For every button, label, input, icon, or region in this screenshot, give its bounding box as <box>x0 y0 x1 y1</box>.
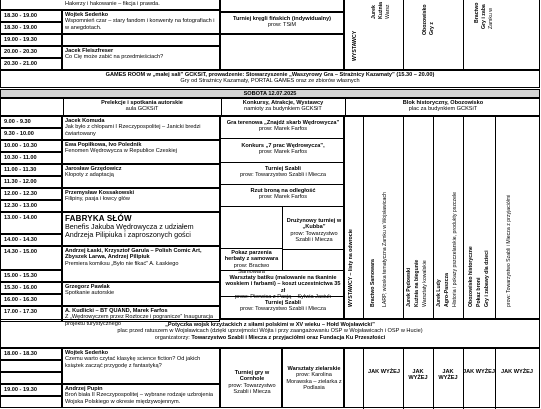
mid-cell <box>220 348 282 408</box>
event-host: prow: Towarzystwo Szabli i Miecza <box>239 172 326 179</box>
col1-header <box>63 100 221 113</box>
same-as-above: JAK WYŻEJ <box>408 369 428 382</box>
time-cell: 12.00 - 12.30 <box>0 188 62 200</box>
side-vertical-text: Agro-Paszcza <box>444 272 450 307</box>
divider <box>221 99 222 117</box>
mid-event <box>283 365 345 393</box>
time-cell: 14.30 - 15.00 <box>0 246 62 270</box>
event-title: Turniej Szabli <box>265 166 301 172</box>
mid-event <box>283 217 345 249</box>
talk-cell <box>62 246 220 282</box>
time-cell: 16.00 - 16.30 <box>0 294 62 306</box>
mid-event <box>221 185 345 207</box>
talk-title: Z „Wędrowyczem przez Roztocze i pogranicze” Inauguracja projektu turystycznego <box>65 314 213 327</box>
side-vertical-text: Obozowisko historyczne <box>468 246 474 307</box>
event-host: prow: Marek Farfos <box>258 149 308 156</box>
event-title: Warsztaty batiku (malowanie na tkaninie woskiem i farbami) – koszt uczestnictwa 35 zł <box>225 275 341 294</box>
time-cell: 18.00 - 18.30 <box>0 348 62 360</box>
jak-wyzej-block <box>344 348 540 408</box>
talk-cell <box>62 46 220 70</box>
col1-title: Prelekcje i spotkania autorskie <box>101 100 183 106</box>
events-column <box>220 116 344 319</box>
column-headers <box>0 98 540 116</box>
time-cell: 11.00 - 11.30 <box>0 164 62 176</box>
historical-block <box>344 116 540 319</box>
friday-row <box>0 0 220 10</box>
time-cell: 14.00 - 14.30 <box>0 234 62 246</box>
time-cell: 9.00 - 9.30 <box>0 116 62 128</box>
games-room-title: GAMES ROOM w „małej sali” GCKSiT, prowadzenie: Stowarzyszenie „Waszyrowy Gra – Strażnicy Kazamaty” (15.30 – 20.00) <box>105 72 435 78</box>
speaker-name: Andrzej Pupin <box>65 386 103 392</box>
divider <box>463 0 464 71</box>
same-as-above: JAK WYŻEJ <box>463 369 496 375</box>
empty-cell <box>62 34 220 46</box>
speaker-name: Jacek Fleiszfreser <box>65 48 114 54</box>
time-cell: 12.30 - 13.00 <box>0 200 62 212</box>
mid-event <box>220 12 344 34</box>
col3-header <box>345 100 541 113</box>
divider <box>363 117 364 320</box>
mid-event <box>221 119 345 139</box>
side-text: Zamku w <box>488 7 494 29</box>
talk-title: Fenomen Wędrowycza w Republice Czeskiej <box>65 148 177 155</box>
event-title: Turniej kręgli fińskich (indywidualny) <box>232 16 332 22</box>
talk-cell <box>62 140 220 164</box>
speaker-name: Wojtek Sedeńko <box>65 12 109 18</box>
mid-event <box>221 271 345 301</box>
event-host: prow: Karolina Morawska – zielarka z Podlasia <box>286 372 342 392</box>
talk-title: Kłopoty z adaptacją <box>65 172 114 179</box>
speaker-name: Przemysław Kossakowski <box>65 190 135 196</box>
time-cell <box>0 396 62 408</box>
divider <box>495 117 496 320</box>
talk-cell <box>62 384 220 408</box>
side-text: Gry i zaba <box>481 4 487 29</box>
same-as-above: JAK WYŻEJ <box>500 369 533 375</box>
event-title: Pokaz parzenia herbaty z samowara <box>224 250 279 263</box>
time-cell: 20.30 - 21.00 <box>0 58 62 70</box>
event-host: prow: Towarzystwo Szabli i Miecza <box>290 230 338 244</box>
col3-title: Blok historyczny, Obozowisko <box>402 100 484 106</box>
divider <box>345 99 346 117</box>
event-host: prow: Marek Farfos <box>258 126 308 133</box>
divider <box>463 117 464 320</box>
time-cell <box>0 360 62 372</box>
col2-title: Konkursy, Atrakcje, Wystawcy <box>242 100 324 106</box>
col3-sub: plac za budynkiem GCKSiT <box>408 106 478 113</box>
divider <box>433 117 434 320</box>
side-vertical-text: Warsztaty kowalskie <box>422 260 428 307</box>
mid-cell <box>282 348 344 408</box>
games-room-banner <box>0 70 540 88</box>
talk-title: Filipiny, pasja i łowcy głów <box>65 196 130 203</box>
friday-block <box>0 0 540 93</box>
empty-cell <box>221 207 283 249</box>
games-room-sub: Gry od Strażnicy Kazamaty, PORTAL GAMES oraz ze zbiorów własnych <box>180 78 360 85</box>
col2-sub: namioty za budynkiem GCKSiT <box>244 106 322 113</box>
day-header: SOBOTA 12.07.2025 <box>0 89 540 98</box>
side-vertical-text: LARP, wioska tematyczna Zamku w Wojsławicach <box>382 192 388 307</box>
talk-title: Spotkanie autorskie <box>65 290 115 297</box>
time-cell: 10.30 - 11.00 <box>0 152 62 164</box>
col1-sub: aula GCKSiT <box>125 106 159 113</box>
speaker-name: Jarosław Grzędowicz <box>65 166 122 172</box>
empty-cell <box>283 249 345 271</box>
time-cell: 15.00 - 15.30 <box>0 270 62 282</box>
speaker-name: Grzegorz Pawlak <box>65 284 110 290</box>
event-title: Turniej Szabli <box>265 300 301 306</box>
talk-title: Premiera komiksu „Było nie fikać” A. Łaskiego <box>65 260 179 267</box>
talk-title: Czemu warto czytać klasykę science fiction? Od jakich książek zacząć przygodę z fantastyką? <box>65 356 201 369</box>
time-cell: 18.30 - 19.00 <box>0 10 62 22</box>
same-as-above: JAK WYŻEJ <box>438 369 458 382</box>
event-title: Gra terenowa „Znajdź skarb Wędrowycza” <box>226 120 340 126</box>
mid-cell <box>220 0 344 12</box>
side-vertical-text: Historia i pokazy pszczelarskie, produkty pszczele <box>452 191 458 307</box>
side-vertical-text: Jurek Ludy <box>436 279 442 307</box>
mid-event <box>221 139 345 163</box>
time-cell: 15.30 - 16.00 <box>0 282 62 294</box>
talk-title: Benefis Jakuba Wędrowycza z udziałem Andrzeja Pilipiuka i zaproszonych gości <box>65 222 194 240</box>
side-block <box>344 0 540 70</box>
side-vertical-text: Jurek Pędowski <box>406 267 412 307</box>
talk-cell <box>62 164 220 188</box>
side-vertical-text: Bractwo Samowara <box>370 259 376 307</box>
time-cell: 19.00 - 19.30 <box>0 384 62 396</box>
speaker-name: Andrzej Łaski, Krzysztof Garula – Polish Comic Art, Zbyszek Larwa, Andrzej Pilipiuk <box>65 248 202 261</box>
side-vertical-text: prow: Towarzystwo Szabli i Miecza z przyjaciółmi <box>506 194 512 307</box>
time-cell: 18.30 - 19.00 <box>0 22 62 34</box>
mid-event <box>221 297 345 320</box>
side-vertical-text: WYSTAWCY – listy na odwrocie <box>348 229 354 307</box>
event-host: prow: TSiM <box>267 22 297 29</box>
event-title: Drużynowy turniej w „Kubba” <box>286 218 342 231</box>
talk-cell <box>62 348 220 384</box>
event-host: prow: Pierwica z Pasją – Sylwia Jasiuk <box>234 294 332 301</box>
organizers-label: organizatorzy: <box>154 334 192 341</box>
mid-cell <box>220 34 344 70</box>
event-host: prow: Marek Farfos <box>258 194 308 201</box>
event-title: Konkurs „7 prac Wędrowycza”, <box>241 143 325 149</box>
organizers-value: Towarzystwo Szabli i Miecza z przyjaciółmi oraz Fundacja Ku Przeszłości <box>191 334 386 341</box>
event-title: Turniej gry w Cornhole <box>234 370 270 383</box>
side-vertical-text: Gry i zabawy dla dzieci <box>484 250 490 307</box>
col2-header <box>221 100 345 113</box>
time-cell: 13.00 - 14.00 <box>0 212 62 234</box>
speaker-name: Wojtek Sedeńko <box>65 350 109 356</box>
time-cell: 19.00 - 19.30 <box>0 34 62 46</box>
side-text: Jurek <box>371 5 377 19</box>
divider <box>363 349 364 409</box>
talk-cell <box>62 188 220 212</box>
battle-title: „Potyczka wojsk krzyżackich z siłami polskimi w XV wieku – Hołd Wojsławicki” <box>165 322 375 328</box>
talk-cell <box>62 116 220 140</box>
side-text: Kuźnia <box>378 1 384 19</box>
event-title: Rzut broną na odległość <box>250 188 316 194</box>
talk-title: Broń biała II Rzeczypospolitej – wybrane rodzaje uzbrojenia Wojska Polskiego w okresie międzywojennym. <box>65 392 214 405</box>
side-text: Gry z <box>429 22 435 35</box>
talk-title: Wspomnień czar – stary fandom i konwenty na fotografiach i w anegdotach. <box>65 18 215 31</box>
talk-title: Jak było z chłopami I Rzeczypospolitej – Janicki bredzi ćwiartowany <box>65 124 201 137</box>
same-as-above: JAK WYŻEJ <box>367 369 400 375</box>
event-desc: Hakerzy i hakowanie – fikcja i prawda. <box>65 1 160 7</box>
talk-cell <box>62 10 220 34</box>
side-text: WYSTAWCY <box>352 30 358 61</box>
talk-title: Co Cię może zabić na przedmieściach? <box>65 54 164 61</box>
time-cell: 9.30 - 10.00 <box>0 128 62 140</box>
speaker-name: Ewa Popiłkowa, Ivo Polednik <box>65 142 142 148</box>
battle-banner <box>0 319 540 348</box>
divider <box>403 0 404 71</box>
talk-cell <box>62 212 220 246</box>
event-host: prow: Towarzystwo Szabli i Miecza <box>228 382 276 396</box>
divider <box>463 349 464 409</box>
speaker-name: A. Kudlicki – BT QUAND, Marek Farfos <box>65 308 168 314</box>
speaker-name: Jacek Komuda <box>65 118 105 124</box>
side-vertical-text: Pokaz broni <box>476 277 482 307</box>
battle-organizers <box>1 335 539 341</box>
event-host: prow: Towarzystwo Szabli i Miecza <box>239 306 326 313</box>
mid-event <box>221 163 345 185</box>
time-cell: 20.00 - 20.30 <box>0 46 62 58</box>
side-text: Obozowisko <box>422 4 428 35</box>
time-cell: 11.30 - 12.00 <box>0 176 62 188</box>
divider <box>63 99 64 117</box>
time-cell: 10.00 - 10.30 <box>0 140 62 152</box>
speaker-name: FABRYKA SŁÓW <box>65 214 132 223</box>
side-vertical-text: Kuźnia na biegunie <box>414 259 420 307</box>
divider <box>403 117 404 320</box>
divider <box>495 349 496 409</box>
event-title: Warsztaty zielarskie <box>287 366 341 372</box>
talk-cell <box>62 282 220 306</box>
time-cell <box>0 372 62 384</box>
battle-place: plac przed ratuszem w Wojsławicach (dzięki uprzejmości Wójta i przy zaangażowaniu OSP w Wojsławicach i OSP w Hucie) <box>117 328 423 335</box>
mid-event <box>221 249 283 276</box>
event-host: prow: Bractwo Samowara <box>233 262 270 276</box>
side-text: Bractwo <box>474 2 480 23</box>
side-text: Warsz <box>385 4 391 19</box>
time-cell: 17.00 - 17.30 <box>0 306 62 322</box>
mid-event <box>221 369 283 397</box>
